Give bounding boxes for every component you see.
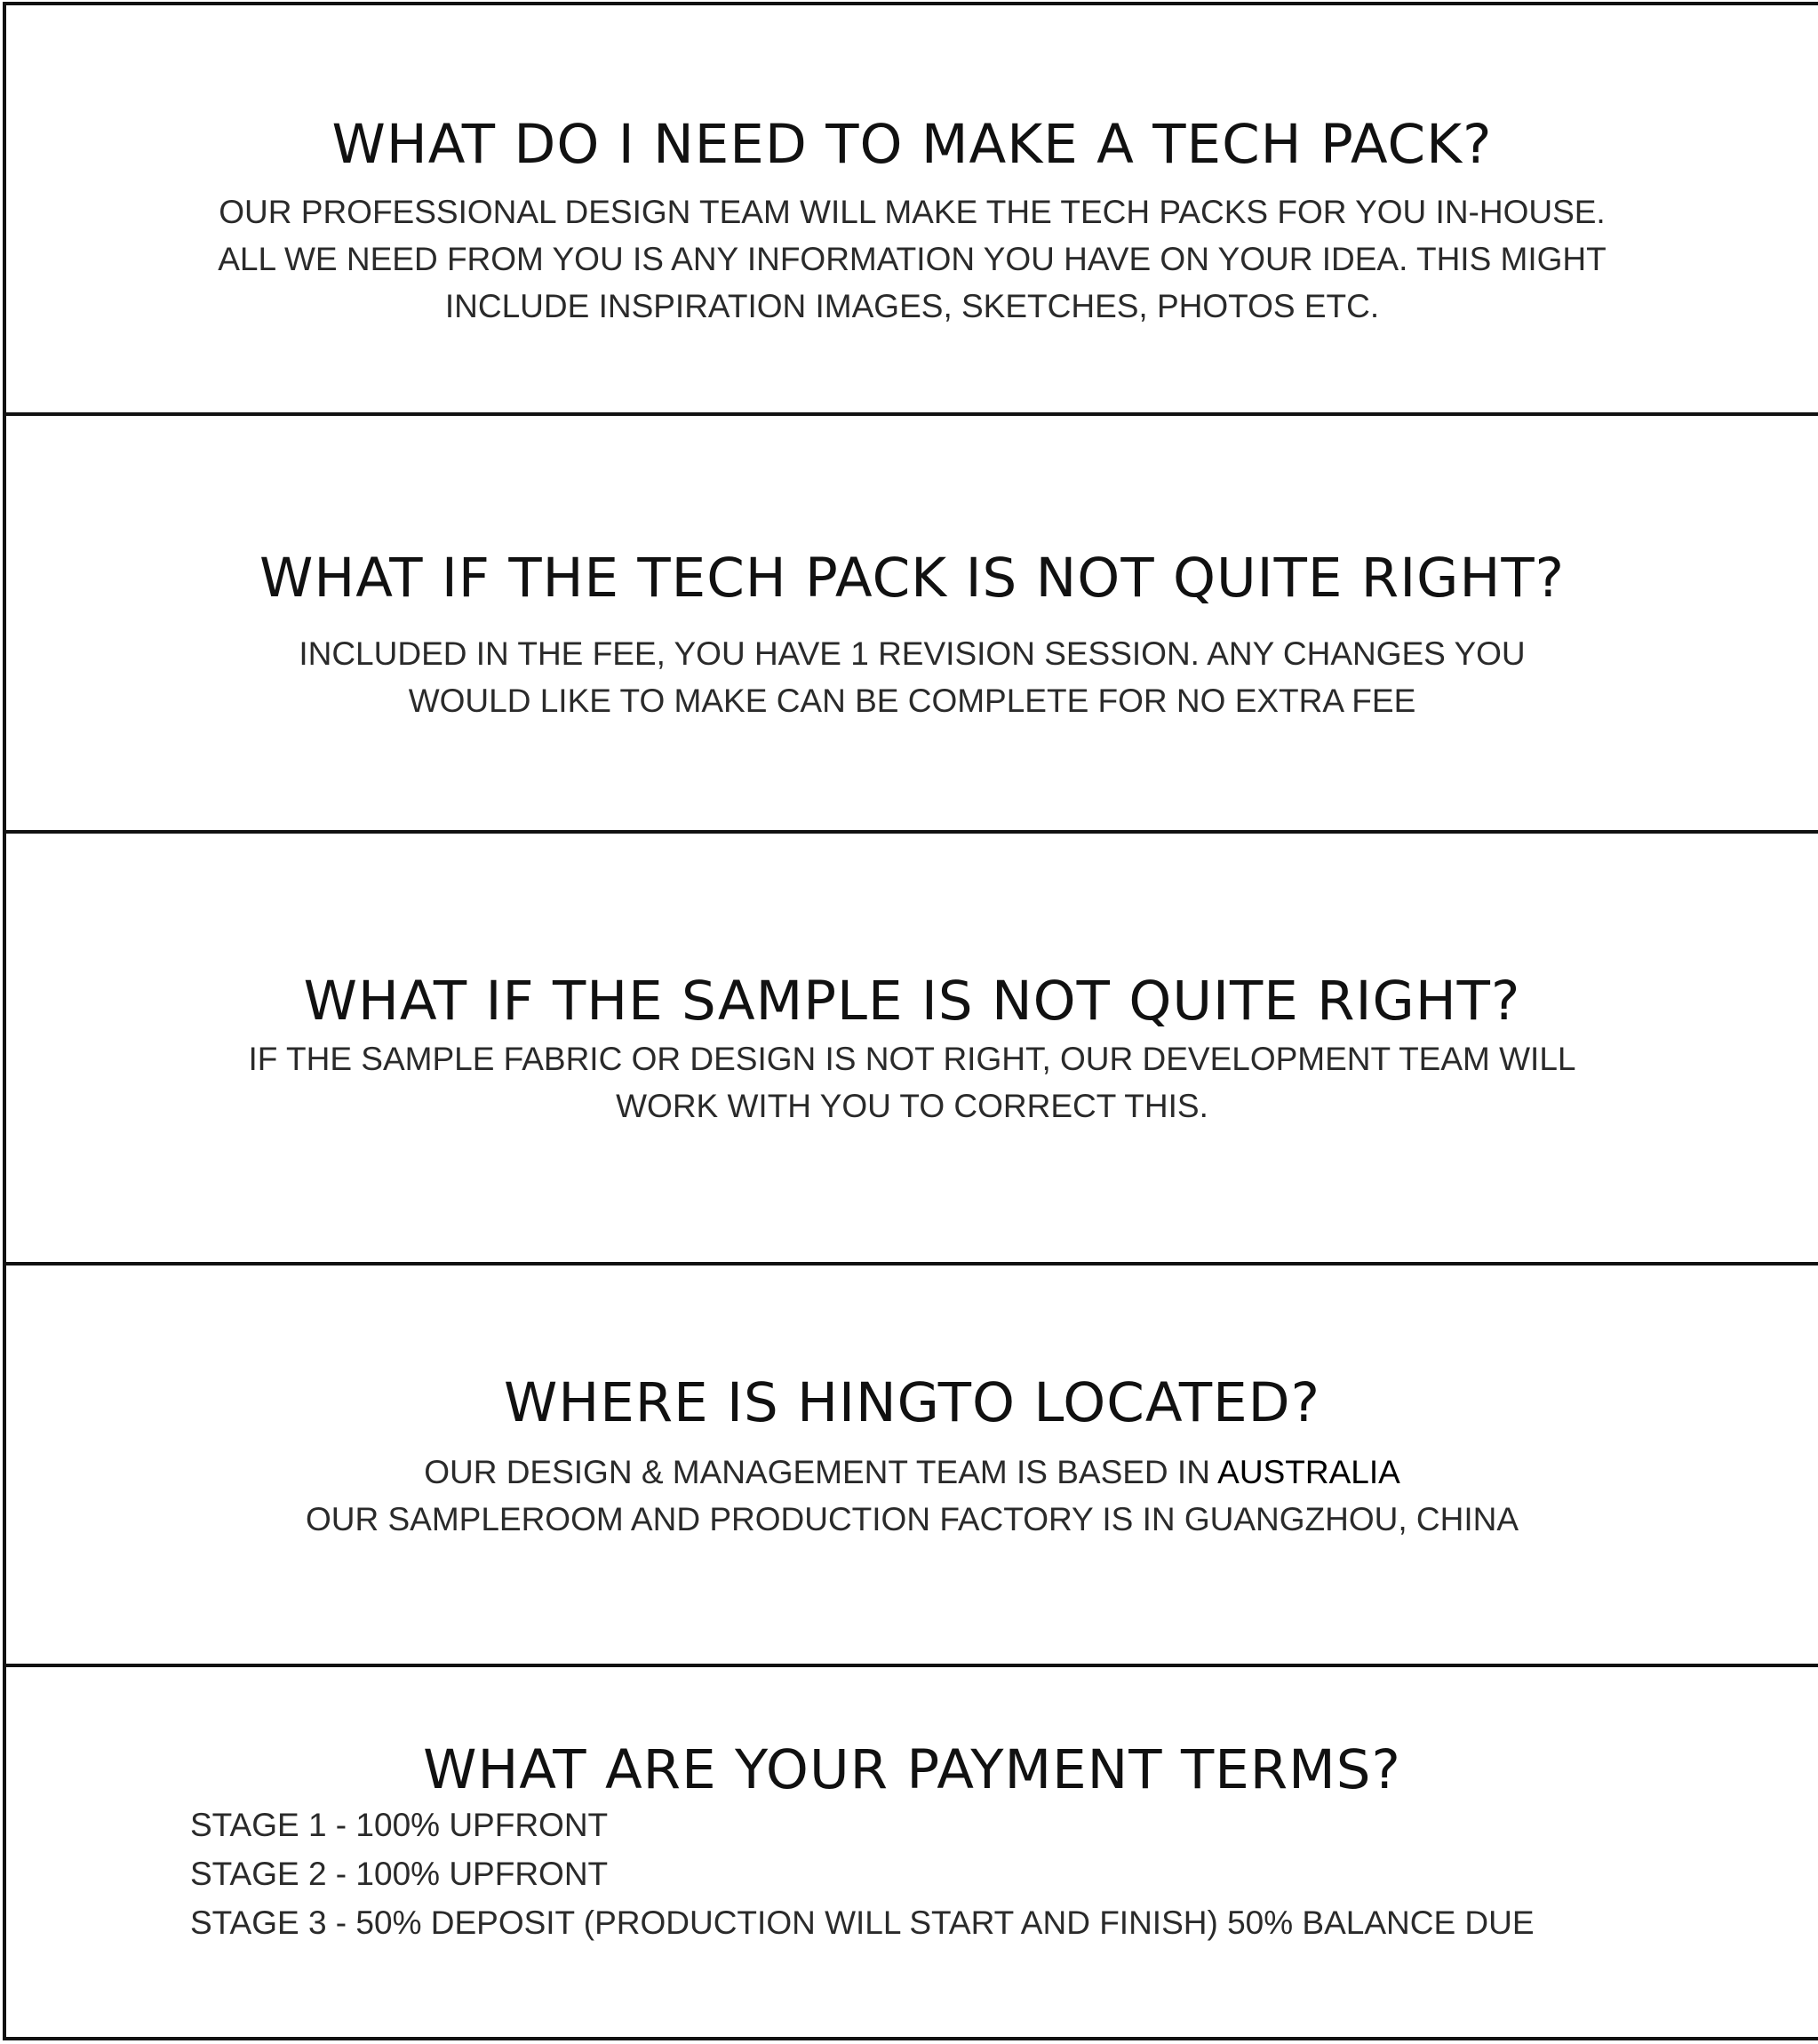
faq-answer-line bbox=[6, 1449, 1818, 1496]
payment-stage: STAGE 1 - 100% UPFRONT bbox=[190, 1807, 609, 1843]
faq-section-location bbox=[3, 1262, 1818, 1665]
faq-question: WHAT IF THE TECH PACK IS NOT QUITE RIGHT? bbox=[259, 547, 1565, 610]
faq-question: WHAT ARE YOUR PAYMENT TERMS? bbox=[423, 1738, 1401, 1801]
faq-section-sample-correction bbox=[3, 830, 1818, 1264]
payment-stage: STAGE 3 - 50% DEPOSIT (PRODUCTION WILL START AND FINISH) 50% BALANCE DUE bbox=[190, 1904, 1535, 1941]
faq-answer-line: INCLUDED IN THE FEE, YOU HAVE 1 REVISION SESSION. ANY CHANGES YOU bbox=[299, 635, 1526, 672]
answer-text: OUR DESIGN & MANAGEMENT TEAM IS BASED IN bbox=[424, 1454, 1218, 1490]
faq-answer-line: WOULD LIKE TO MAKE CAN BE COMPLETE FOR NO EXTRA FEE bbox=[408, 683, 1416, 719]
country-name: AUSTRALIA bbox=[1217, 1454, 1400, 1490]
faq-section-tech-pack-requirements bbox=[3, 2, 1818, 414]
faq-answer-line: OUR SAMPLEROOM AND PRODUCTION FACTORY IS IN GUANGZHOU, CHINA bbox=[305, 1501, 1519, 1537]
faq-section-payment-terms bbox=[3, 1664, 1818, 2040]
faq-answer bbox=[6, 630, 1818, 724]
faq-answer-line: OUR PROFESSIONAL DESIGN TEAM WILL MAKE THE TECH PACKS FOR YOU IN-HOUSE. bbox=[219, 194, 1606, 230]
payment-stage-list bbox=[190, 1800, 1535, 1947]
faq-answer-line: IF THE SAMPLE FABRIC OR DESIGN IS NOT RIGHT, OUR DEVELOPMENT TEAM WILL bbox=[248, 1041, 1576, 1077]
faq-answer bbox=[6, 188, 1818, 330]
faq-answer-line: WORK WITH YOU TO CORRECT THIS. bbox=[616, 1088, 1208, 1124]
faq-answer bbox=[6, 1449, 1818, 1543]
faq-question: WHERE IS HINGTO LOCATED? bbox=[504, 1371, 1320, 1434]
faq-section-tech-pack-revision bbox=[3, 412, 1818, 832]
faq-question: WHAT DO I NEED TO MAKE A TECH PACK? bbox=[331, 113, 1493, 176]
faq-answer bbox=[6, 1035, 1818, 1130]
faq-question: WHAT IF THE SAMPLE IS NOT QUITE RIGHT? bbox=[303, 970, 1521, 1033]
payment-stage: STAGE 2 - 100% UPFRONT bbox=[190, 1856, 609, 1892]
faq-answer-line: ALL WE NEED FROM YOU IS ANY INFORMATION YOU HAVE ON YOUR IDEA. THIS MIGHT bbox=[218, 241, 1607, 277]
faq-answer-line: INCLUDE INSPIRATION IMAGES, SKETCHES, PHOTOS ETC. bbox=[444, 288, 1380, 324]
